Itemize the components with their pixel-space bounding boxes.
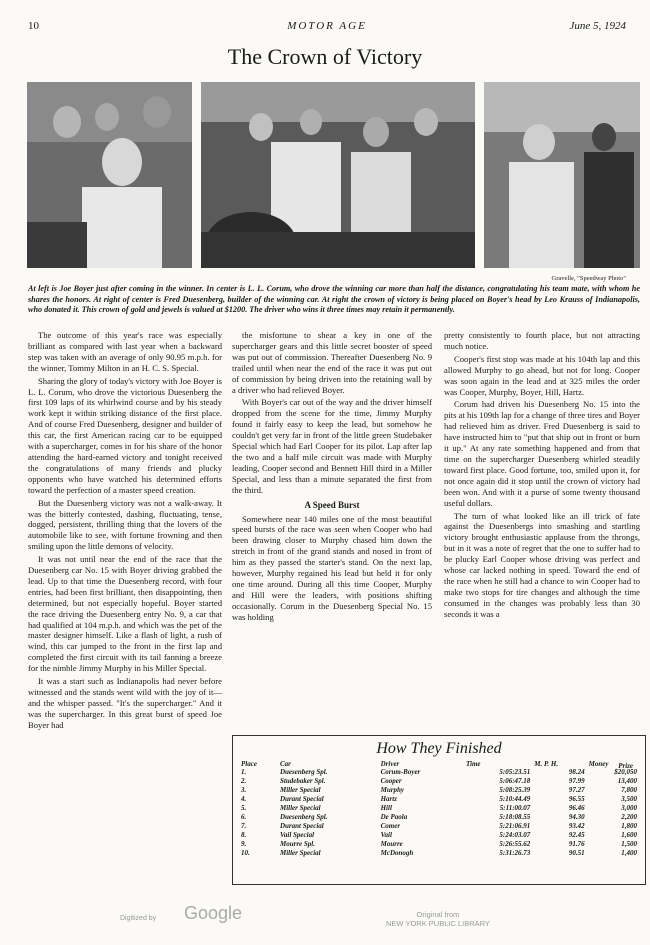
cell-place: 3. <box>241 786 247 794</box>
cell-place: 4. <box>241 795 247 803</box>
cell-time: 5:26:55.62 <box>499 840 531 848</box>
cell-mph: 97.99 <box>568 777 585 785</box>
cell-driver: Vail <box>380 831 392 839</box>
cell-car: Miller Special <box>279 849 321 857</box>
cell-car: Duesenberg Spl. <box>279 768 328 776</box>
cell-mph: 92.45 <box>568 831 585 839</box>
cell-driver: Cooper <box>380 777 402 785</box>
cell-money: 1,500 <box>621 840 637 848</box>
table-row <box>239 849 639 858</box>
table-header-row <box>239 760 639 768</box>
cell-money: 1,600 <box>621 831 637 839</box>
results-title: How They Finished <box>376 740 502 757</box>
cell-time: 5:11:00.07 <box>499 804 531 812</box>
cell-driver: Mourre <box>380 840 403 848</box>
photo-credit: Gravelle, "Speedway Photo" <box>551 275 626 282</box>
cell-car: Miller Special <box>279 804 321 812</box>
results-box <box>232 735 646 885</box>
cell-place: 1. <box>241 768 247 776</box>
cell-place: 5. <box>241 804 247 812</box>
paragraph: pretty consistently to fourth place, but not attracting much notice. <box>444 330 640 351</box>
cell-time: 5:31:26.73 <box>499 849 531 857</box>
cell-driver: Hill <box>380 804 392 812</box>
digitized-by-label: Digitized by <box>120 915 157 922</box>
table-row <box>239 795 639 804</box>
paragraph: The outcome of this year's race was especially brilliant as compared with last year when a backward step was taken with an average of only 90.95 m.p.h. for the winner, Tommy Milton in an H. C. S. Special. <box>28 330 222 373</box>
cell-driver: Murphy <box>380 786 404 794</box>
paragraph: But the Duesenberg victory was not a walk-away. It was the bitterly contested, dashing, fluctuating, tense, dogged, persistent, thrilling thing that the lovers of the automobile like to see, with fortune frowning and then smiling upon the little demons of velocity. <box>28 497 222 552</box>
cell-place: 8. <box>241 831 247 839</box>
prize-label: Prize <box>618 762 633 770</box>
paragraph: the misfortune to shear a key in one of the supercharger gears and this little secret booster of speed was put out of commission. Thereafter Duesenberg No. 9 trailed until when near the end of the race it was put out of commission by being driven into the retaining wall by a driver who had relieved Boyer. <box>232 330 432 395</box>
paragraph: Corum had driven his Duesenberg No. 15 into the pits at his 109th lap for a change of three tires and Boyer had relieved him as driver. Fred Duesenberg is said to have instructed him to "put that ship out in front or burn it up." At any rate something happened and from that time on the supercharger Duesenberg whirled steadily toward first place. Good fortune, too, smiled upon it, for not once again did it stop until the crown of victory had been won. And with it a purse of some twenty thousand useful dollars. <box>444 399 640 508</box>
cell-place: 10. <box>241 849 250 857</box>
issue-date: June 5, 1924 <box>569 20 626 32</box>
library-credit <box>386 910 490 928</box>
original-from-label: Original from <box>416 910 460 919</box>
cell-money: 3,500 <box>621 795 637 803</box>
photo-crown-placed <box>484 82 640 268</box>
table-row <box>239 786 639 795</box>
cell-car: Mourre Spl. <box>279 840 315 848</box>
cell-money: 1,400 <box>621 849 637 857</box>
cell-car: Duesenberg Spl. <box>279 813 328 821</box>
table-row <box>239 768 639 777</box>
section-heading: A Speed Burst <box>304 499 360 510</box>
table-row <box>239 831 639 840</box>
cell-money: 2,200 <box>621 813 637 821</box>
column-1 <box>28 330 222 900</box>
cell-mph: 96.55 <box>568 795 585 803</box>
library-name: NEW YORK PUBLIC LIBRARY <box>386 919 490 928</box>
cell-mph: 91.76 <box>568 840 585 848</box>
table-row <box>239 840 639 849</box>
cell-mph: 94.30 <box>568 813 585 821</box>
cell-car: Studebaker Spl. <box>279 777 326 785</box>
cell-money: 13,400 <box>617 777 637 785</box>
paragraph: It was not until near the end of the race that the Duesenberg car No. 15 with Boyer driving grabbed the lead. Up to that time the Duesenberg record, with four entries, had been first brilliant, then disappointing, then determined, but not especially hopeful. Boyer started the race driving the Duesenberg entry No. 9, a car that had qualified at 104 m.p.h. and which was the pet of the master designer himself. Like a flash of light, a rush of wind, this car jumped to the front in the first lap and completed the first circuit with its tail fanning a breeze for the nimble Jimmy Murphy in his Miller Special. <box>28 554 222 674</box>
col-header-mph: M. P. H. <box>534 760 559 768</box>
cell-place: 6. <box>241 813 247 821</box>
cell-money: 3,000 <box>621 804 637 812</box>
cell-time: 5:05:23.51 <box>499 768 531 776</box>
col-header-car: Car <box>279 760 291 768</box>
table-row <box>239 813 639 822</box>
paragraph: Sharing the glory of today's victory with Joe Boyer is L. L. Corum, who drove the victorious Duesenberg the first 109 laps of its whirlwind course and by his steady work kept it within striking distance of the first place. And of course Fred Duesenberg, designer and builder of this car, the first American racing car to be equipped with a supercharger, comes in for his share of the honor attending the hard-earned victory and tonight received the congratulations of many friends and plucky opponents who have watched his determined efforts toward the perfection of a master speed creation. <box>28 375 222 495</box>
col-header-time: Time <box>466 760 481 768</box>
results-table <box>239 760 639 858</box>
article-title: The Crown of Victory <box>227 44 423 69</box>
cell-time: 5:08:25.39 <box>499 786 531 794</box>
cell-place: 9. <box>241 840 247 848</box>
page-number: 10 <box>28 20 39 32</box>
cell-time: 5:06:47.18 <box>499 777 531 785</box>
cell-place: 2. <box>241 777 247 785</box>
col-header-driver: Driver <box>380 760 400 768</box>
paragraph: The turn of what looked like an ill trick of fate against the Duesenbergs into smashing and startling victory brought enthusiastic applause from the throngs, but in it was a note of regret that the one to suffer had to be plucky Earl Cooper whose driving was perfect and whose car lacked nothing in speed. Toward the end of the race when he still had a chance to win Cooper had to make two stops for tire changes and although the time consumed in the changes was probably less than 30 seconds it was a <box>444 510 640 619</box>
running-header <box>28 20 626 34</box>
cell-place: 7. <box>241 822 247 830</box>
paragraph: Somewhere near 140 miles one of the most beautiful speed bursts of the race was seen when Cooper who had been drawing closer to Murphy chased him down the stretch in front of the grand stands and nosed in front of him as they passed the starter's stand. On the next lap, however, Murphy regained his lead but held it for only one time around. During all this time Cooper, Murphy and Hill were the leaders, with positions shifting occasionally. Corum in the Duesenberg Special No. 15 was holding <box>232 513 432 622</box>
magazine-name: MOTOR AGE <box>287 20 367 32</box>
col-header-place: Place <box>241 760 257 768</box>
cell-driver: Comer <box>380 822 401 830</box>
col-header-money: Money <box>588 760 609 768</box>
cell-time: 5:24:03.07 <box>499 831 531 839</box>
cell-money: 1,800 <box>621 822 637 830</box>
cell-driver: McDonogh <box>380 849 414 857</box>
cell-mph: 93.42 <box>568 822 585 830</box>
cell-time: 5:21:06.91 <box>499 822 531 830</box>
photo-corum-congratulating <box>201 82 475 268</box>
cell-time: 5:10:44.49 <box>499 795 531 803</box>
column-2 <box>232 330 432 725</box>
cell-car: Durant Special <box>279 795 324 803</box>
cell-money: $20,050 <box>614 768 637 776</box>
paragraph: It was a start such as Indianapolis had never before witnessed and the stands went wild with the joy of it—and the whisper passed. "It's the supercharger." And it was the supercharger. In this great burst of speed Joe Boyer had <box>28 676 222 730</box>
cell-driver: Corum-Boyer <box>380 768 421 776</box>
cell-money: 7,800 <box>621 786 637 794</box>
cell-mph: 98.24 <box>568 768 585 776</box>
cell-car: Miller Special <box>279 786 321 794</box>
table-row <box>239 804 639 813</box>
paragraph: Cooper's first stop was made at his 104th lap and this allowed Murphy to go ahead, but not for long. Cooper was soon again in the lead and at 325 miles the order was Cooper, Murphy, Boyer, Hill, Hartz. <box>444 353 640 397</box>
photo-caption: At left is Joe Boyer just after coming in the winner. In center is L. L. Corum, who drove the winning car more than half the distance, congratulating his team mate, with whom he shares the honors. At right of center is Fred Duesenberg, builder of the winning car. At right the crown of victory is being placed on Boyer's head by Leo Krauss of Indianapolis, who donated it. This crown of gold and jewels is valued at $1200. The driver who wins it three times may retain it permanently. <box>28 284 640 314</box>
google-logo: Google <box>184 903 243 923</box>
cell-mph: 90.51 <box>568 849 585 857</box>
table-row <box>239 777 639 786</box>
cell-time: 5:18:08.55 <box>499 813 531 821</box>
cell-mph: 97.27 <box>568 786 585 794</box>
cell-mph: 96.46 <box>568 804 585 812</box>
photo-joe-boyer <box>27 82 192 268</box>
cell-car: Vail Special <box>279 831 315 839</box>
column-3 <box>444 330 640 725</box>
cell-driver: Hartz <box>380 795 397 803</box>
paragraph: With Boyer's car out of the way and the driver himself dropped from the scene for the time, Jimmy Murphy found it fairly easy to keep the lead, but somehow he couldn't get very far in front of the little green Studebaker Special which had Earl Cooper for its pilot. Lap after lap the two and a half mile circuit was made with Murphy leading, Cooper second and Bennett Hill third in a Miller Special, and less than a minute separated the first from the third. <box>232 397 432 495</box>
table-row <box>239 822 639 831</box>
cell-driver: De Paola <box>380 813 408 821</box>
cell-car: Durant Special <box>279 822 324 830</box>
